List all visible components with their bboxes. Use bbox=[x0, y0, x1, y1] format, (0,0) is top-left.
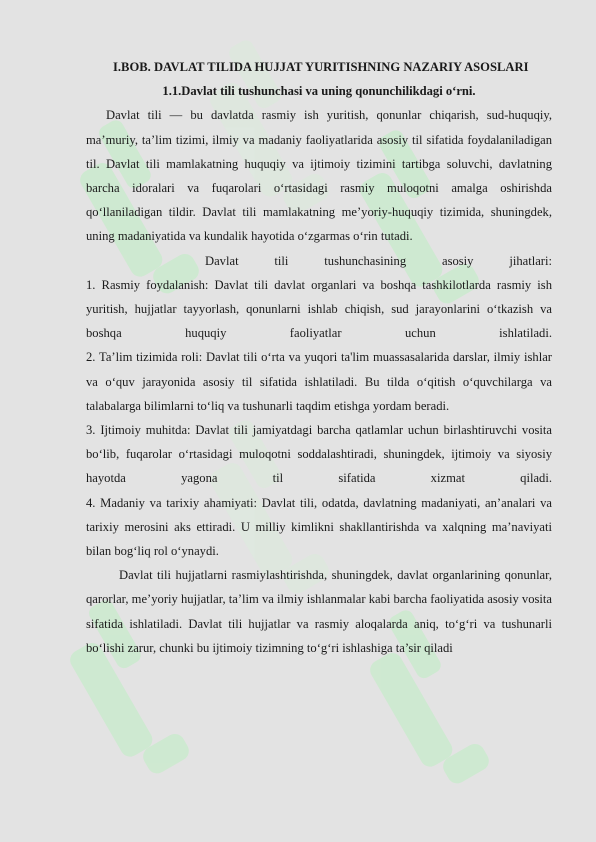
paragraph-intro: Davlat tili — bu davlatda rasmiy ish yuritish, qonunlar chiqarish, sud-huquqiy, ma’muriy, ta’lim tizimi, ilmiy va madaniy faoliyatlarida asosiy til sifatida foydalaniladigan til. Davlat tili mamlakatning huquqiy va ijtimoiy tizimini tartibga soluvchi, davlatning barcha idoralari va fuqarolari o‘rtasidagi rasmiy muloqotni amalga oshirishda qo‘llaniladigan tildir. Davlat tili mamlakatning me’yoriy-huquqiy tizimida, shuningdek, uning madaniyatida va kundalik hayotida o‘zgarmas o‘rin tutadi. bbox=[86, 108, 552, 244]
chapter-heading: I.BOB. DAVLAT TILIDA HUJJAT YURITISHNING NAZARIY ASOSLARI bbox=[113, 60, 529, 74]
list-item-3: 3. Ijtimoiy muhitda: Davlat tili jamiyatdagi barcha qatlamlar uchun birlashtiruvchi vosita bo‘lib, fuqarolar o‘rtasidagi muloqotni soddalashtiradi, shuningdek, ijtimoiy va siyosiy hayotda yagona til sifatida xizmat qiladi. bbox=[86, 423, 552, 486]
aspects-title: Davlat tili tushunchasining asosiy jihatlari: bbox=[205, 253, 552, 268]
list-item-2: 2. Ta’lim tizimida roli: Davlat tili o‘rta va yuqori ta'lim muassasalarida darslar, ilmiy ishlar va o‘quv jarayonida asosiy til sifatida ishlatiladi. Bu tilda o‘qitish o‘quvchilarga va talabalarga bilimlarni to‘liq va tushunarli taqdim etishga yordam beradi. bbox=[86, 350, 552, 413]
list-item-1: 1. Rasmiy foydalanish: Davlat tili davlat organlari va boshqa tashkilotlarda rasmiy ish yuritish, hujjatlar tayyorlash, qonunlarni ishlab chiqish, sud jarayonlarini o‘tkazish va boshqa huquqiy faoliyatlar uchun ishlatiladi. bbox=[86, 277, 552, 341]
document-body bbox=[86, 55, 552, 660]
paragraph-closing: Davlat tili hujjatlarni rasmiylashtirishda, shuningdek, davlat organlarining qonunlar, qarorlar, me’yoriy hujjatlar, ta’lim va ilmiy ishlanmalar kabi barcha faoliyatida asosiy vosita sifatida ishlatiladi. Davlat tili hujjatlar va rasmiy aloqalarda aniq, to‘g‘ri va tushunarli bo‘lishi zarur, chunki bu ijtimoiy tizimning to‘g‘ri ishlashiga ta’sir qiladi bbox=[86, 568, 552, 655]
list-item-4: 4. Madaniy va tarixiy ahamiyati: Davlat tili, odatda, davlatning madaniyati, an’analari va tarixiy merosini aks ettiradi. U milliy kimlikni shakllantirishda va xalqning ma’naviyati bilan bog‘liq rol o‘ynaydi. bbox=[86, 495, 552, 559]
section-heading: 1.1.Davlat tili tushunchasi va uning qonunchilikdagi o‘rni. bbox=[162, 84, 476, 99]
